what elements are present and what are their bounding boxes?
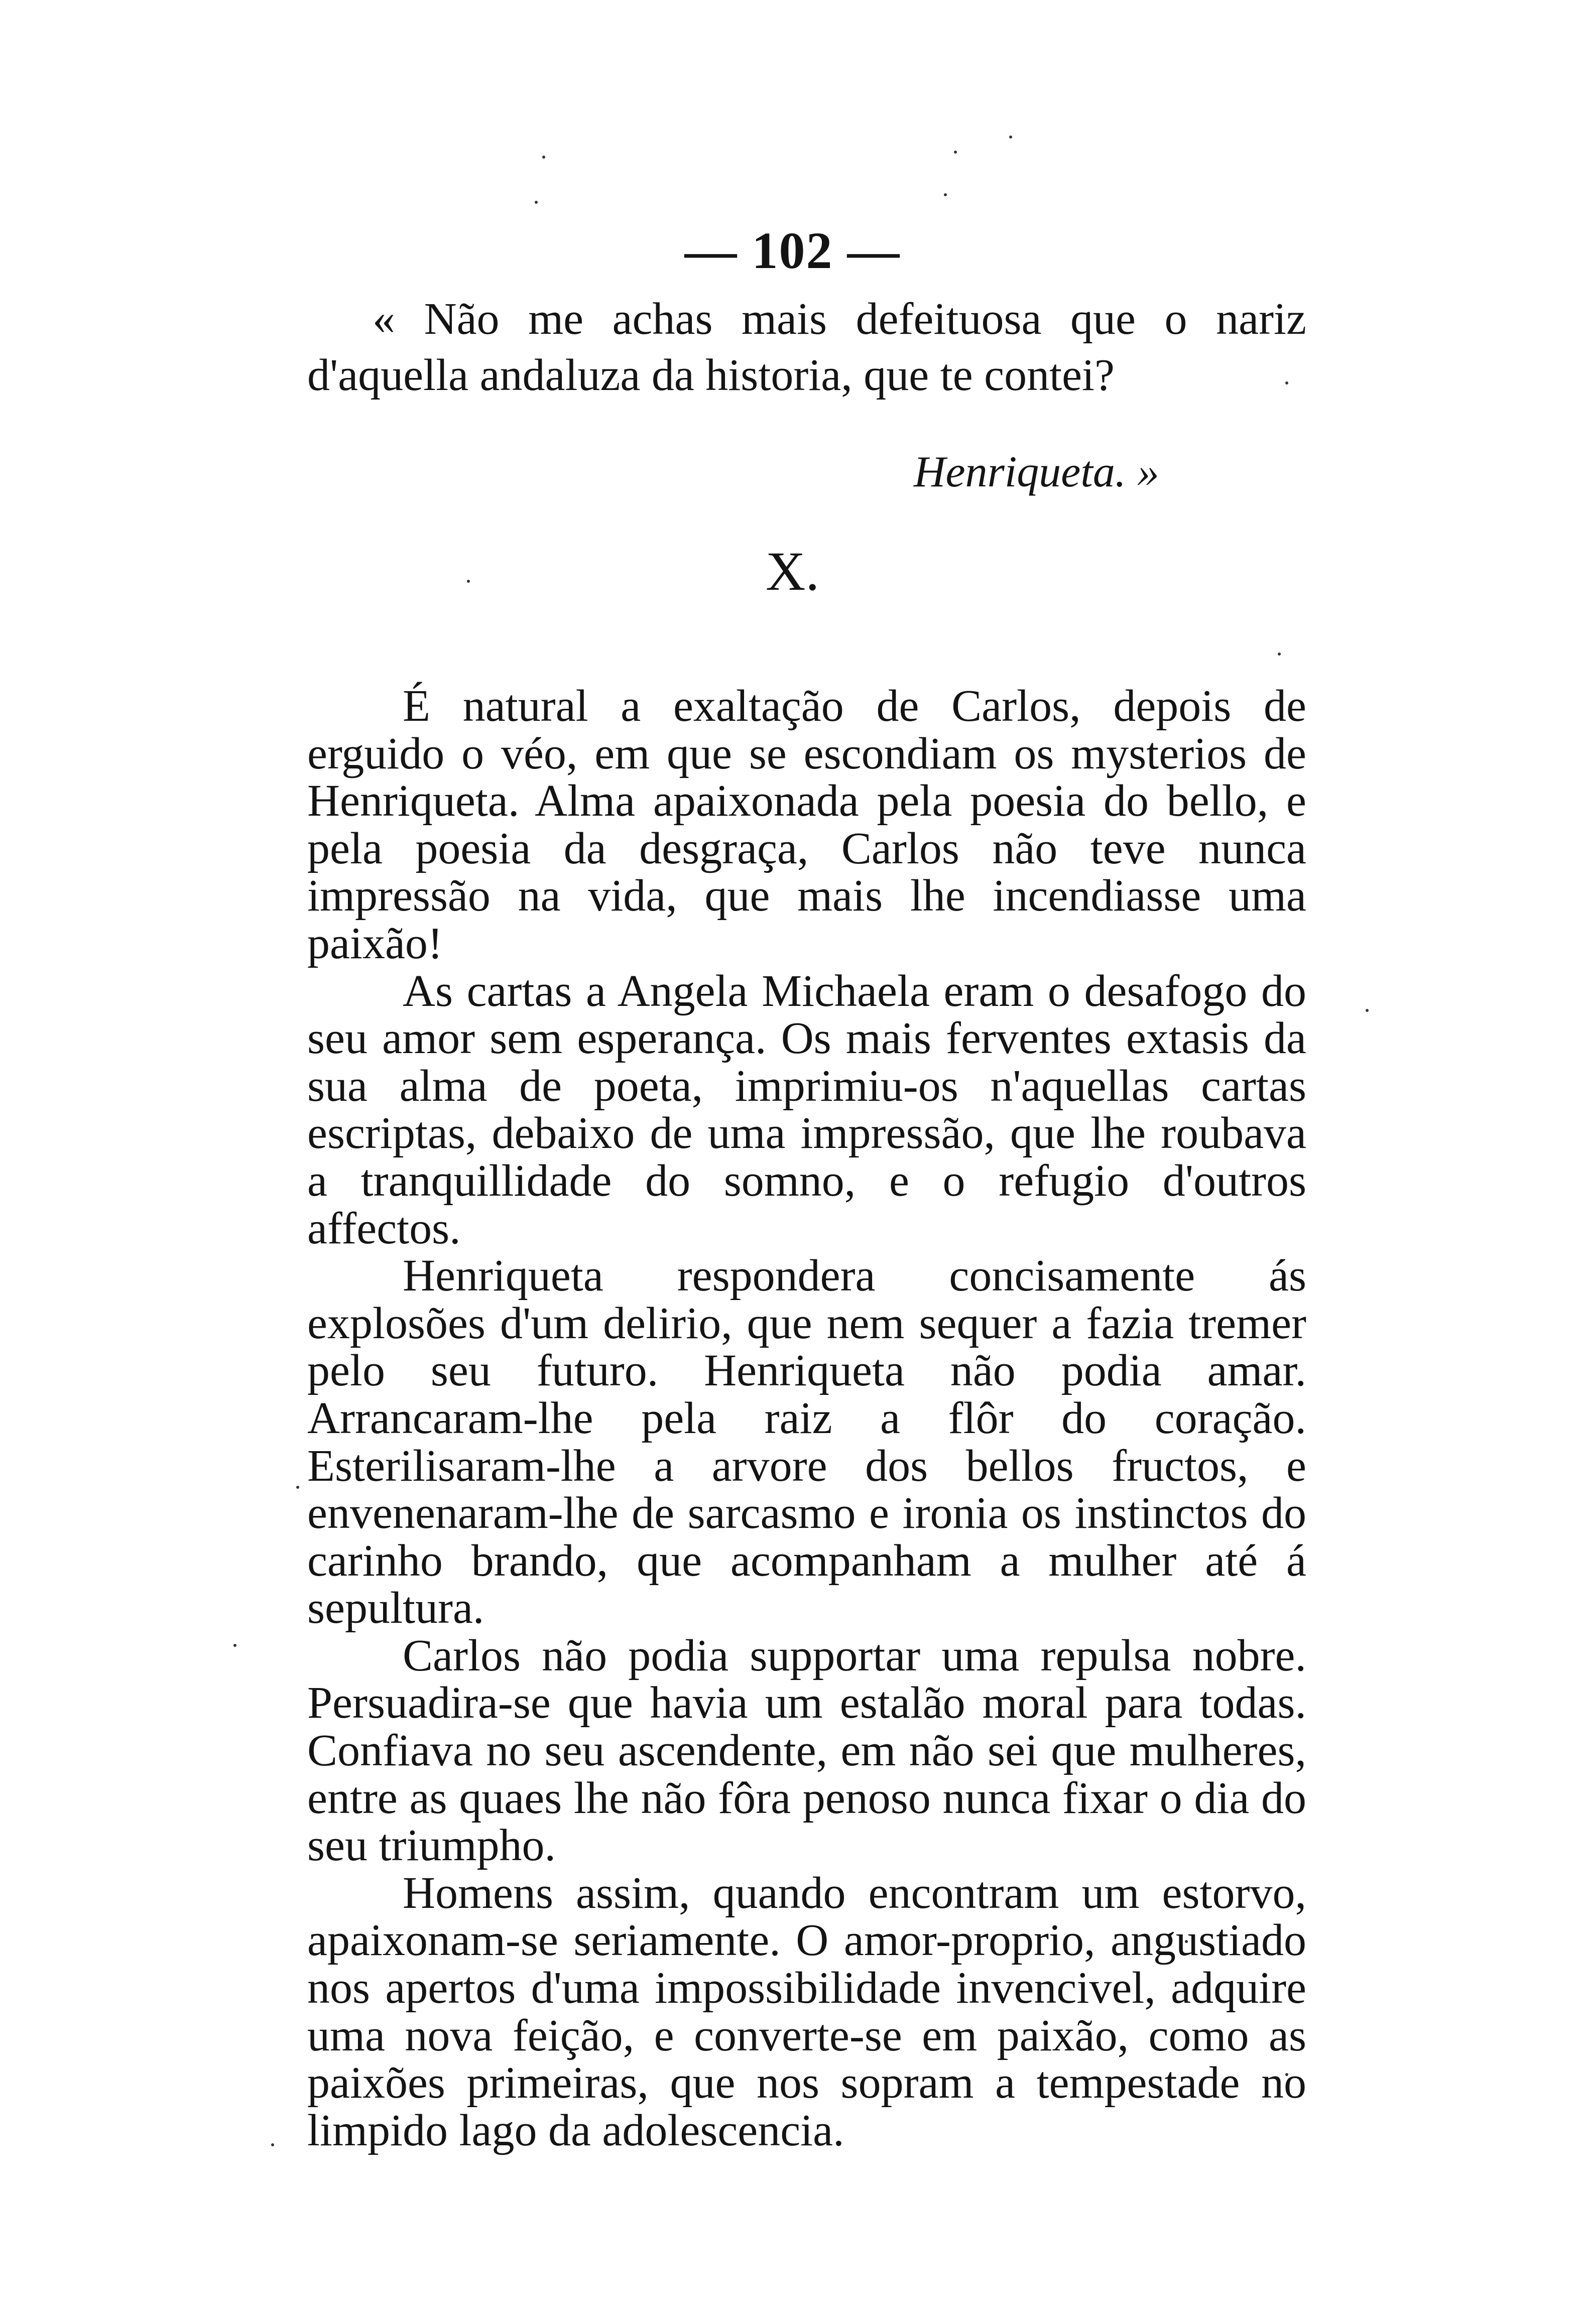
scan-speck bbox=[1009, 136, 1012, 139]
scan-speck bbox=[535, 201, 538, 204]
scan-speck bbox=[271, 2143, 274, 2146]
scan-speck bbox=[944, 193, 947, 196]
paragraph: As cartas a Angela Michaela eram o desafogo do seu amor sem esperança. Os mais ferventes extasis da sua alma de poeta, imprimiu-os n'aquellas cartas escriptas, debaixo de uma impressão, que lhe roubava a tranquillidade do somno, e o refugio d'outros affectos. bbox=[307, 966, 1306, 1253]
scan-speck bbox=[954, 151, 957, 154]
paragraph: É natural a exaltação de Carlos, depois de erguido o véo, em que se escondiam os mysterios de Henriqueta. Alma apaixonada pela poesia do bello, e pela poesia da desgraça, Carlos não teve nunca impressão na vida, que mais lhe incendiasse uma paixão! bbox=[307, 681, 1306, 968]
scan-speck bbox=[1366, 1009, 1369, 1012]
letter-text: « Não me achas mais defeituosa que o nariz d'aquella andaluza da historia, que te contei? bbox=[307, 294, 1306, 400]
paragraph: Henriqueta respondera concisamente ás explosões d'um delirio, que nem sequer a fazia tremer pelo seu futuro. Henriqueta não podia amar. Arrancaram-lhe pela raiz a flôr do coração. Esterilisaram-lhe a arvore dos bellos fructos, e envenenaram-lhe de sarcasmo e ironia os instinctos do carinho brando, que acompanham a mulher até á sepultura. bbox=[307, 1251, 1306, 1633]
body-text bbox=[307, 683, 1306, 2154]
scan-speck bbox=[1278, 653, 1281, 656]
paragraph: Homens assim, quando encontram um estorvo, apaixonam-se seriamente. O amor-proprio, angustiado nos apertos d'uma impossibilidade invencivel, adquire uma nova feição, e converte-se em paixão, como as paixões primeiras, que nos sopram a tempestade no limpido lago da adolescencia. bbox=[307, 1868, 1306, 2155]
letter-signature: Henriqueta. » bbox=[914, 448, 1159, 496]
page-number: — 102 — bbox=[684, 222, 901, 280]
chapter-heading: X. bbox=[766, 541, 819, 602]
paragraph: Carlos não podia supportar uma repulsa nobre. Persuadira-se que havia um estalão moral para todas. Confiava no seu ascendente, em não sei que mulheres, entre as quaes lhe não fôra penoso nunca fixar o dia do seu triumpho. bbox=[307, 1630, 1306, 1871]
scan-speck bbox=[233, 1644, 236, 1647]
scan-speck bbox=[542, 156, 545, 159]
scan-speck bbox=[296, 1486, 299, 1489]
